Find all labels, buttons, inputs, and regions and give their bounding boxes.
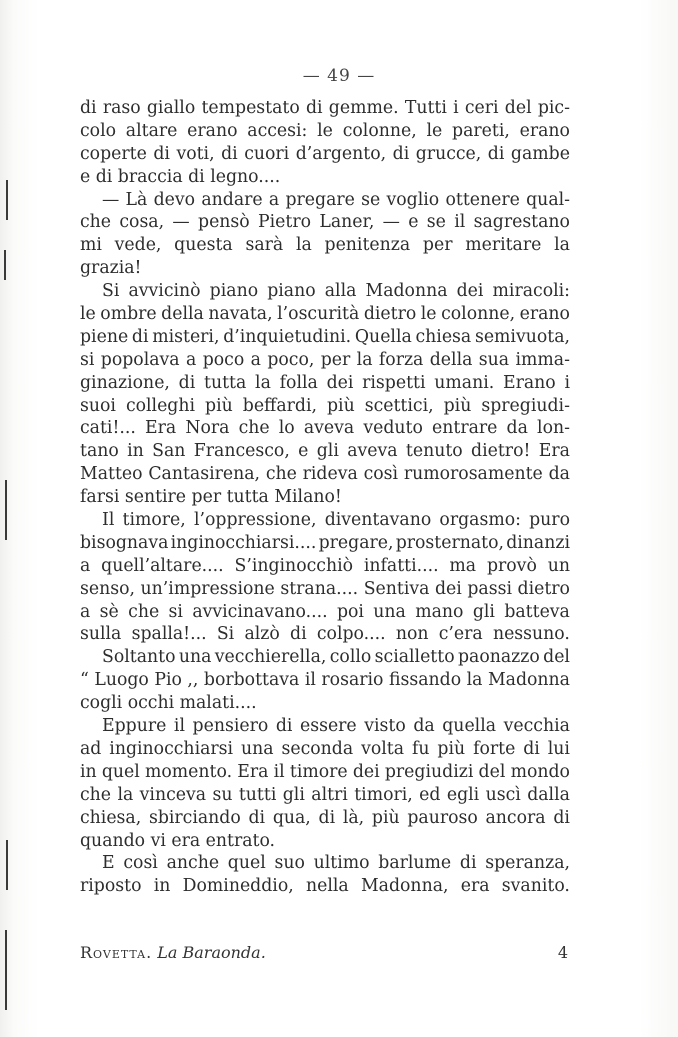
text-line: piene di misteri, d’inquietudini. Quella chiesa semivuota, [80,326,570,347]
text-line: colo altare erano accesi: le colonne, le pareti, erano [80,120,570,141]
text-line: quando vi era entrato. [80,830,276,851]
text-line: di raso giallo tempestato di gemme. Tutti i ceri del pic- [80,98,570,118]
text-line: che cosa, — pensò Pietro Laner, — e se il sagrestano [80,212,570,233]
text-line: riposto in Domineddio, nella Madonna, era svanito. [80,876,570,897]
text-line: grazia! [80,258,142,279]
binding-edge-mark [4,250,6,280]
text-line: Eppure il pensiero di essere visto da quella vecchia [102,716,570,737]
binding-edge-mark [6,840,8,890]
text-line: cogli occhi malati.... [80,693,257,714]
binding-edge-mark [5,480,7,540]
text-line: e di braccia di legno.... [80,166,281,187]
page-number: — 49 — [302,66,376,86]
text-line: che la vinceva su tutti gli altri timori, ed egli uscì dalla [80,784,570,805]
text-line: sulla spalla!... Si alzò di colpo.... non c’era nessuno. [80,624,570,645]
text-line: — Là devo andare a pregare se voglio ottenere qual- [102,189,570,210]
signature-mark: 4 [557,943,568,962]
text-line: Soltanto una vecchierella, collo scialletto paonazzo del [102,647,570,668]
text-line: a sè che si avvicinavano.... poi una mano gli batteva [80,601,570,622]
text-line: Si avvicinò piano piano alla Madonna dei miracoli: [102,281,570,302]
text-line: coperte di voti, di cuori d’argento, di grucce, di gambe [80,143,570,164]
page-footer [80,943,570,962]
text-line: si popolava a poco a poco, per la forza della sua imma- [80,349,570,370]
text-line: ad inginocchiarsi una seconda volta fu più forte di lui [80,738,570,759]
text-line: farsi sentire per tutta Milano! [80,487,342,508]
text-line: senso, un’impressione strana.... Sentiva dei passi dietro [80,578,570,599]
text-line: in quel momento. Era il timore dei pregiudizi del mondo [80,761,570,782]
text-line: Il timore, l’oppressione, diventavano orgasmo: puro [102,510,570,531]
binding-edge-mark [6,180,8,220]
footer-author: Rovetta. [80,943,153,962]
text-line: cati!... Era Nora che lo aveva veduto entrare da lon- [80,418,570,439]
footer-book-title: La Baraonda. [157,943,266,962]
text-line: le ombre della navata, l’oscurità dietro le colonne, erano [80,304,570,325]
text-line: “ Luogo Pio ,, borbottava il rosario fissando la Madonna [80,670,570,691]
text-line: suoi colleghi più beffardi, più scettici, più spregiudi- [80,395,570,416]
text-line: E così anche quel suo ultimo barlume di speranza, [102,853,570,874]
text-line: bisognava inginocchiarsi.... pregare, prosternato, dinanzi [80,532,570,553]
text-line: mi vede, questa sarà la penitenza per meritare la [80,235,570,256]
text-line: tano in San Francesco, e gli aveva tenuto dietro! Era [80,441,570,462]
body-text [80,97,570,898]
text-line: a quell’altare.... S’inginocchiò infatti.... ma provò un [80,555,570,576]
text-line: Matteo Cantasirena, che rideva così rumorosamente da [80,464,570,485]
binding-edge-mark [5,930,7,1010]
text-line: ginazione, di tutta la folla dei rispetti umani. Erano i [80,372,570,393]
text-line: chiesa, sbirciando di qua, di là, più pauroso ancora di [80,807,570,828]
